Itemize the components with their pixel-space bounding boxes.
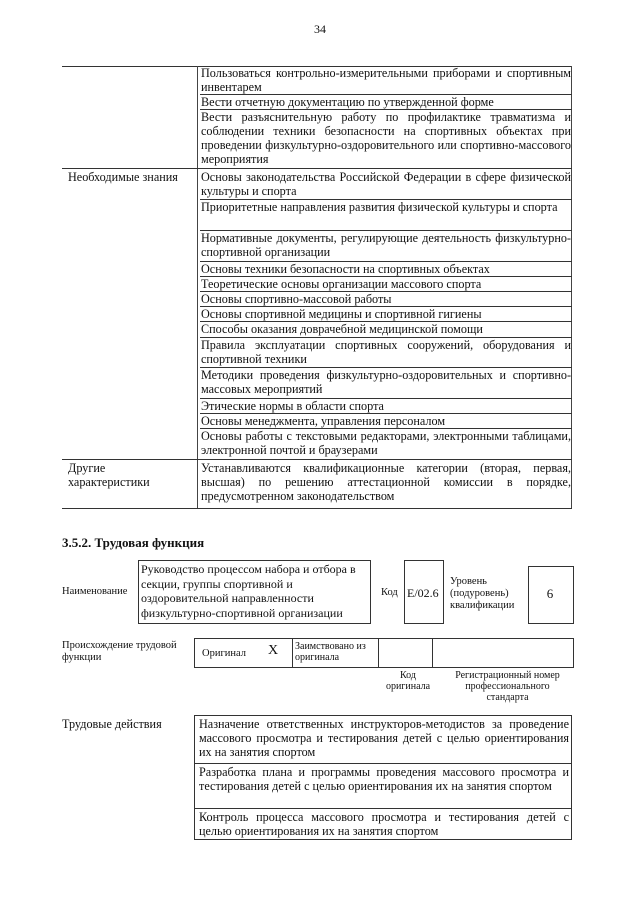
knowledge-item: Основы спортивно-массовой работы bbox=[201, 292, 392, 306]
knowledge-item: Теоретические основы организации массового спорта bbox=[201, 277, 482, 291]
origin-divider bbox=[378, 638, 379, 668]
knowledge-label: Необходимые знания bbox=[68, 170, 178, 184]
original-label: Оригинал bbox=[202, 648, 246, 659]
actions-label: Трудовые действия bbox=[62, 717, 162, 731]
actions-right-border bbox=[571, 715, 572, 839]
origin-divider bbox=[292, 638, 293, 668]
actions-bottom-border bbox=[194, 839, 572, 840]
origin-label: Происхождение трудовой функции bbox=[62, 640, 177, 663]
name-label: Наименование bbox=[62, 586, 128, 597]
knowledge-item: Основы менеджмента, управления персоналом bbox=[201, 414, 446, 428]
original-mark: X bbox=[268, 643, 279, 658]
section-heading: 3.5.2. Трудовая функция bbox=[62, 535, 205, 550]
knowledge-item: Основы работы с текстовыми редакторами, электронными таблицами, электронной почтой и браузерами bbox=[201, 429, 571, 457]
action-item: Разработка плана и программы проведения массового просмотра и тестирования детей с целью ориентирования их на занятия спортом bbox=[199, 765, 569, 793]
knowledge-item: Основы законодательства Российской Федерации в сфере физической культуры и спорта bbox=[201, 170, 571, 198]
other-characteristics-value: Устанавливаются квалификационные категории (вторая, первая, высшая) по решению аттестационной комиссии в порядке, предусмотренном законодательством bbox=[201, 461, 571, 503]
knowledge-item: Нормативные документы, регулирующие деятельность физкультурно-спортивной организации bbox=[201, 231, 571, 259]
actions-top-border bbox=[194, 715, 572, 716]
knowledge-item: Методики проведения физкультурно-оздоровительных и спортивно-массовых мероприятий bbox=[201, 368, 571, 396]
actions-left-border bbox=[194, 715, 195, 839]
knowledge-item: Приоритетные направления развития физической культуры и спорта bbox=[201, 200, 558, 214]
borrowed-label: Заимствовано из оригинала bbox=[295, 641, 366, 663]
other-characteristics-label: Другие характеристики bbox=[68, 461, 150, 489]
skill-item: Вести отчетную документацию по утвержденной форме bbox=[201, 95, 494, 109]
row-divider bbox=[194, 808, 572, 809]
action-item: Контроль процесса массового просмотра и тестирования детей с целью ориентирования их на занятия спортом bbox=[199, 810, 569, 838]
level-label: Уровень (подуровень) квалификации bbox=[450, 576, 515, 611]
knowledge-item: Основы спортивной медицины и спортивной гигиены bbox=[201, 307, 482, 321]
code-label: Код bbox=[381, 587, 398, 598]
page-number: 34 bbox=[314, 22, 326, 36]
original-code-label: Код оригинала bbox=[385, 670, 431, 692]
knowledge-item: Основы техники безопасности на спортивных объектах bbox=[201, 262, 490, 276]
skill-item: Вести разъяснительную работу по профилактике травматизма и соблюдении техники безопасности на спортивных объектах при проведении физкультурно-оздоровительного или спортивно-массового мероприятия bbox=[201, 110, 571, 166]
action-item: Назначение ответственных инструкторов-методистов за проведение массового просмотра и тестирования детей с целью ориентирования их на занятия спортом bbox=[199, 717, 569, 759]
section-divider bbox=[62, 459, 572, 460]
section-divider bbox=[62, 168, 572, 169]
name-value: Руководство процессом набора и отбора в секции, группы спортивной и оздоровительной направленности физкультурно-спортивной организации bbox=[141, 562, 356, 620]
table-right-border bbox=[571, 66, 572, 508]
origin-divider bbox=[432, 638, 433, 668]
skill-item: Пользоваться контрольно-измерительными приборами и спортивным инвентарем bbox=[201, 66, 571, 94]
table-bottom-border bbox=[62, 508, 572, 509]
level-value: 6 bbox=[546, 586, 554, 601]
knowledge-item: Правила эксплуатации спортивных сооружений, оборудования и спортивной техники bbox=[201, 338, 571, 366]
table-column-divider bbox=[197, 66, 198, 508]
knowledge-item: Этические нормы в области спорта bbox=[201, 399, 384, 413]
knowledge-item: Способы оказания доврачебной медицинской помощи bbox=[201, 322, 483, 336]
row-divider bbox=[194, 763, 572, 764]
code-value: E/02.6 bbox=[407, 586, 439, 600]
origin-box bbox=[194, 638, 574, 668]
registration-number-label: Регистрационный номер профессионального стандарта bbox=[455, 670, 560, 703]
